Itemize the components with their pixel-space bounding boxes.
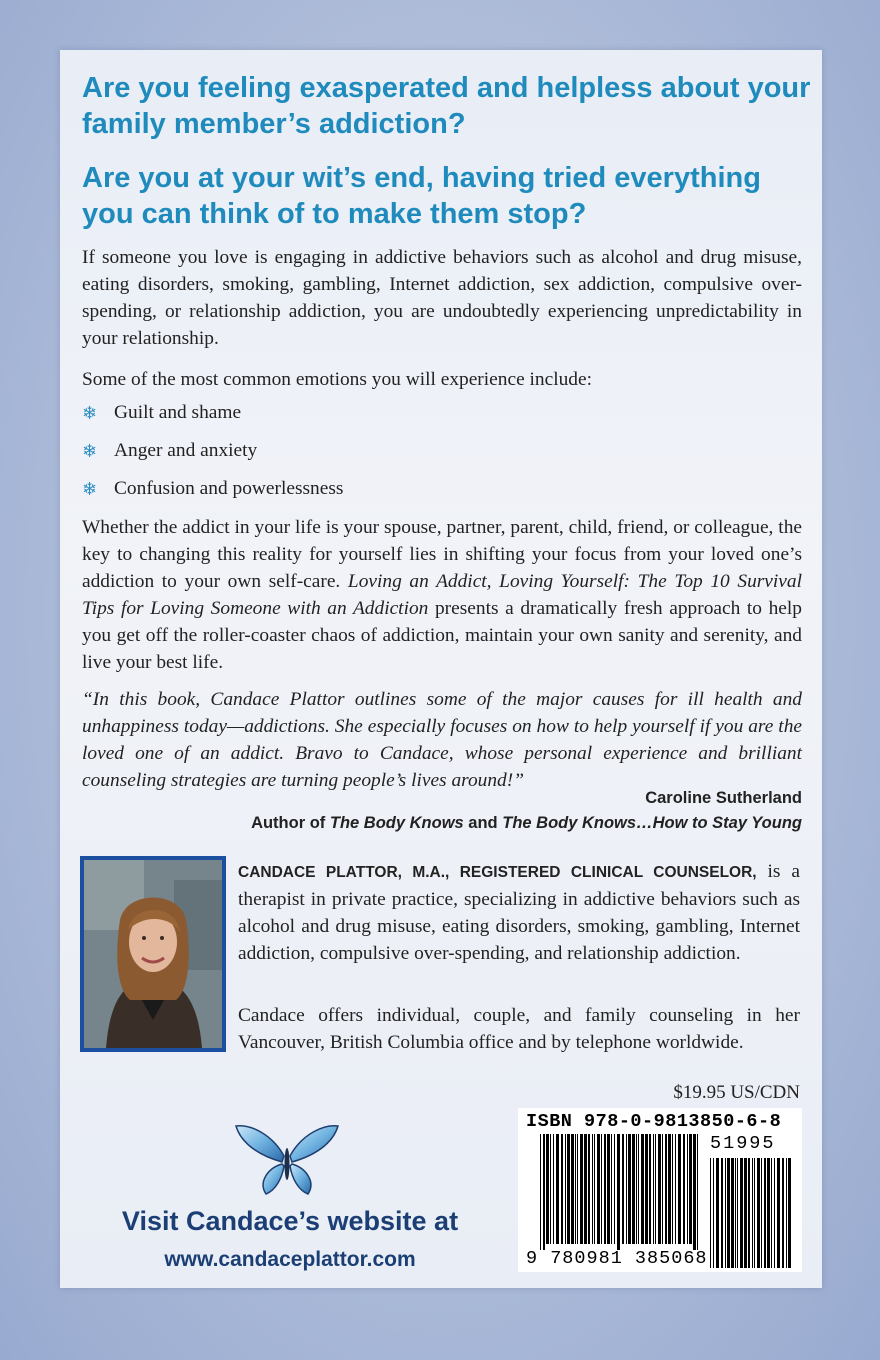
barcode-addon-bar (788, 1158, 791, 1268)
barcode-addon-bar (748, 1158, 750, 1268)
barcode-bar (553, 1134, 554, 1244)
barcode-addon-bar (737, 1158, 738, 1268)
barcode-bar (546, 1134, 549, 1244)
barcode-bar (617, 1134, 620, 1250)
barcode-addon-bar (767, 1158, 770, 1268)
emotions-list (82, 398, 343, 512)
list-item: ❄ Guilt and shame (82, 398, 343, 436)
heading-question-1: Are you feeling exasperated and helpless about your family member’s addiction? (82, 72, 811, 140)
snowflake-bullet-icon: ❄ (82, 441, 98, 461)
barcode-addon-bar (764, 1158, 766, 1268)
website-callout: Visit Candace’s website at (121, 1206, 459, 1236)
barcode-bar (678, 1134, 681, 1244)
book-title: Loving an Addict, Loving Yourself: The Top 10 Survival Tips for Loving Someone with an Addiction (82, 571, 802, 619)
barcode-bar (626, 1134, 627, 1244)
barcode-bar (649, 1134, 651, 1244)
barcode-bar (567, 1134, 570, 1244)
butterfly-icon (232, 1120, 342, 1200)
barcode-addon-bar (757, 1158, 760, 1268)
barcode-bar (662, 1134, 663, 1244)
author-bio: CANDACE PLATTOR, M.A., REGISTERED CLINICAL COUNSELOR, is a therapist in private practice, specializing in addictive behaviors such as alcohol and drug misuse, eating disorders, smoking, gambling, Internet addiction, compulsive over-spending, and relationship addiction. (238, 861, 800, 964)
barcode (518, 1108, 802, 1272)
barcode-bar (628, 1134, 631, 1244)
barcode-addon-bar (710, 1158, 711, 1268)
portrait-illustration (84, 860, 222, 1048)
intro-paragraph: If someone you love is engaging in addictive behaviors such as alcohol and drug misuse, eating disorders, smoking, gambling, Internet addiction, sex addiction, compulsive over-spending, or relationship addiction, you are undoubtedly experiencing unpredictability in your relationship. (82, 247, 802, 349)
barcode-bar (604, 1134, 606, 1244)
barcode-addon-bar (774, 1158, 775, 1268)
isbn-number: ISBN 978-0-9813850-6-8 (526, 1111, 782, 1132)
barcode-bar (611, 1134, 612, 1244)
barcode-addon-bar (725, 1158, 726, 1268)
barcode-addon-bar (721, 1158, 723, 1268)
barcode-bar (622, 1134, 624, 1244)
barcode-bar (687, 1134, 688, 1244)
barcode-addon-bar (782, 1158, 784, 1268)
barcode-bar (697, 1134, 698, 1250)
barcode-addon-bar (761, 1158, 762, 1268)
quote-author-title: Author of The Body Knows and The Body Knows…How to Stay Young (251, 814, 802, 832)
list-item: ❄ Confusion and powerlessness (82, 474, 343, 512)
barcode-bar (607, 1134, 610, 1244)
barcode-addon-bar (713, 1158, 714, 1268)
barcode-bar (588, 1134, 590, 1244)
emotions-lead: Some of the most common emotions you will experience include: (82, 369, 592, 390)
barcode-addon-bar (752, 1158, 753, 1268)
barcode-bar (565, 1134, 566, 1244)
heading-question-2: Are you at your wit’s end, having tried everything you can think of to make them stop? (82, 162, 761, 230)
barcode-bar (658, 1134, 661, 1244)
barcode-bar (636, 1134, 637, 1244)
author-credentials: CANDACE PLATTOR, M.A., REGISTERED CLINICAL COUNSELOR, (238, 864, 757, 881)
barcode-addon-bar (716, 1158, 719, 1268)
barcode-bar (675, 1134, 676, 1244)
barcode-addon-digits: 51995 (710, 1133, 776, 1154)
barcode-bar (550, 1134, 551, 1244)
barcode-addon-bar (731, 1158, 734, 1268)
barcode-bar (683, 1134, 685, 1244)
barcode-addon-bar (777, 1158, 780, 1268)
barcode-bar (571, 1134, 574, 1244)
author-services: Candace offers individual, couple, and family counseling in her Vancouver, British Columbia office and by telephone worldwide. (238, 1005, 800, 1053)
author-photo (80, 856, 226, 1052)
barcode-bar (665, 1134, 667, 1244)
barcode-bar (614, 1134, 615, 1244)
list-item: ❄ Anger and anxiety (82, 436, 343, 474)
barcode-bar (689, 1134, 692, 1244)
testimonial-quote: “In this book, Candace Plattor outlines some of the major causes for ill health and unhappiness today—addictions. She especially focuses on how to help yourself if you are the loved one of an addict. Bravo to Candace, whose personal experience and brilliant counseling strategies are turning people’s lives around!” (82, 689, 802, 791)
barcode-bar (594, 1134, 595, 1244)
barcode-bar (653, 1134, 654, 1244)
barcode-addon-bar (744, 1158, 747, 1268)
barcode-addon-bar (771, 1158, 772, 1268)
barcode-addon-bar (786, 1158, 787, 1268)
barcode-bar (575, 1134, 576, 1244)
barcode-bar (641, 1134, 644, 1244)
barcode-bar (584, 1134, 587, 1244)
barcode-bar (638, 1134, 639, 1244)
barcode-bar (543, 1134, 545, 1250)
barcode-bar (540, 1134, 541, 1250)
barcode-bar (597, 1134, 600, 1244)
main-paragraph: Whether the addict in your life is your spouse, partner, parent, child, friend, or colleague, the key to changing this reality for yourself lies in shifting your focus from your loved one’s addiction to your own self-care. Loving an Addict, Loving Yourself: The Top 10 Survival Tips for Loving Someone with an Addiction presents a dramatically fresh approach to help you get off the roller-coaster chaos of addiction, maintain your own sanity and serenity, and live your best life. (82, 517, 802, 673)
snowflake-bullet-icon: ❄ (82, 479, 98, 499)
barcode-bar (577, 1134, 578, 1244)
barcode-bar (580, 1134, 583, 1244)
quote-author: Caroline Sutherland (645, 789, 802, 807)
barcode-bar (668, 1134, 671, 1244)
barcode-bar (632, 1134, 635, 1244)
barcode-addon-bar (735, 1158, 736, 1268)
price-label: $19.95 US/CDN (673, 1082, 800, 1103)
barcode-bar (556, 1134, 559, 1244)
barcode-digits: 9 780981 385068 (526, 1248, 708, 1269)
barcode-bar (655, 1134, 656, 1244)
website-url[interactable]: www.candaceplattor.com (164, 1248, 416, 1271)
snowflake-bullet-icon: ❄ (82, 403, 98, 423)
barcode-bar (645, 1134, 648, 1244)
barcode-bar (672, 1134, 673, 1244)
barcode-addon-bar (740, 1158, 743, 1268)
barcode-addon-bar (754, 1158, 755, 1268)
barcode-bar (592, 1134, 593, 1244)
barcode-bar (693, 1134, 696, 1250)
barcode-bar (561, 1134, 563, 1244)
barcode-bar (601, 1134, 602, 1244)
barcode-addon-bar (727, 1158, 730, 1268)
